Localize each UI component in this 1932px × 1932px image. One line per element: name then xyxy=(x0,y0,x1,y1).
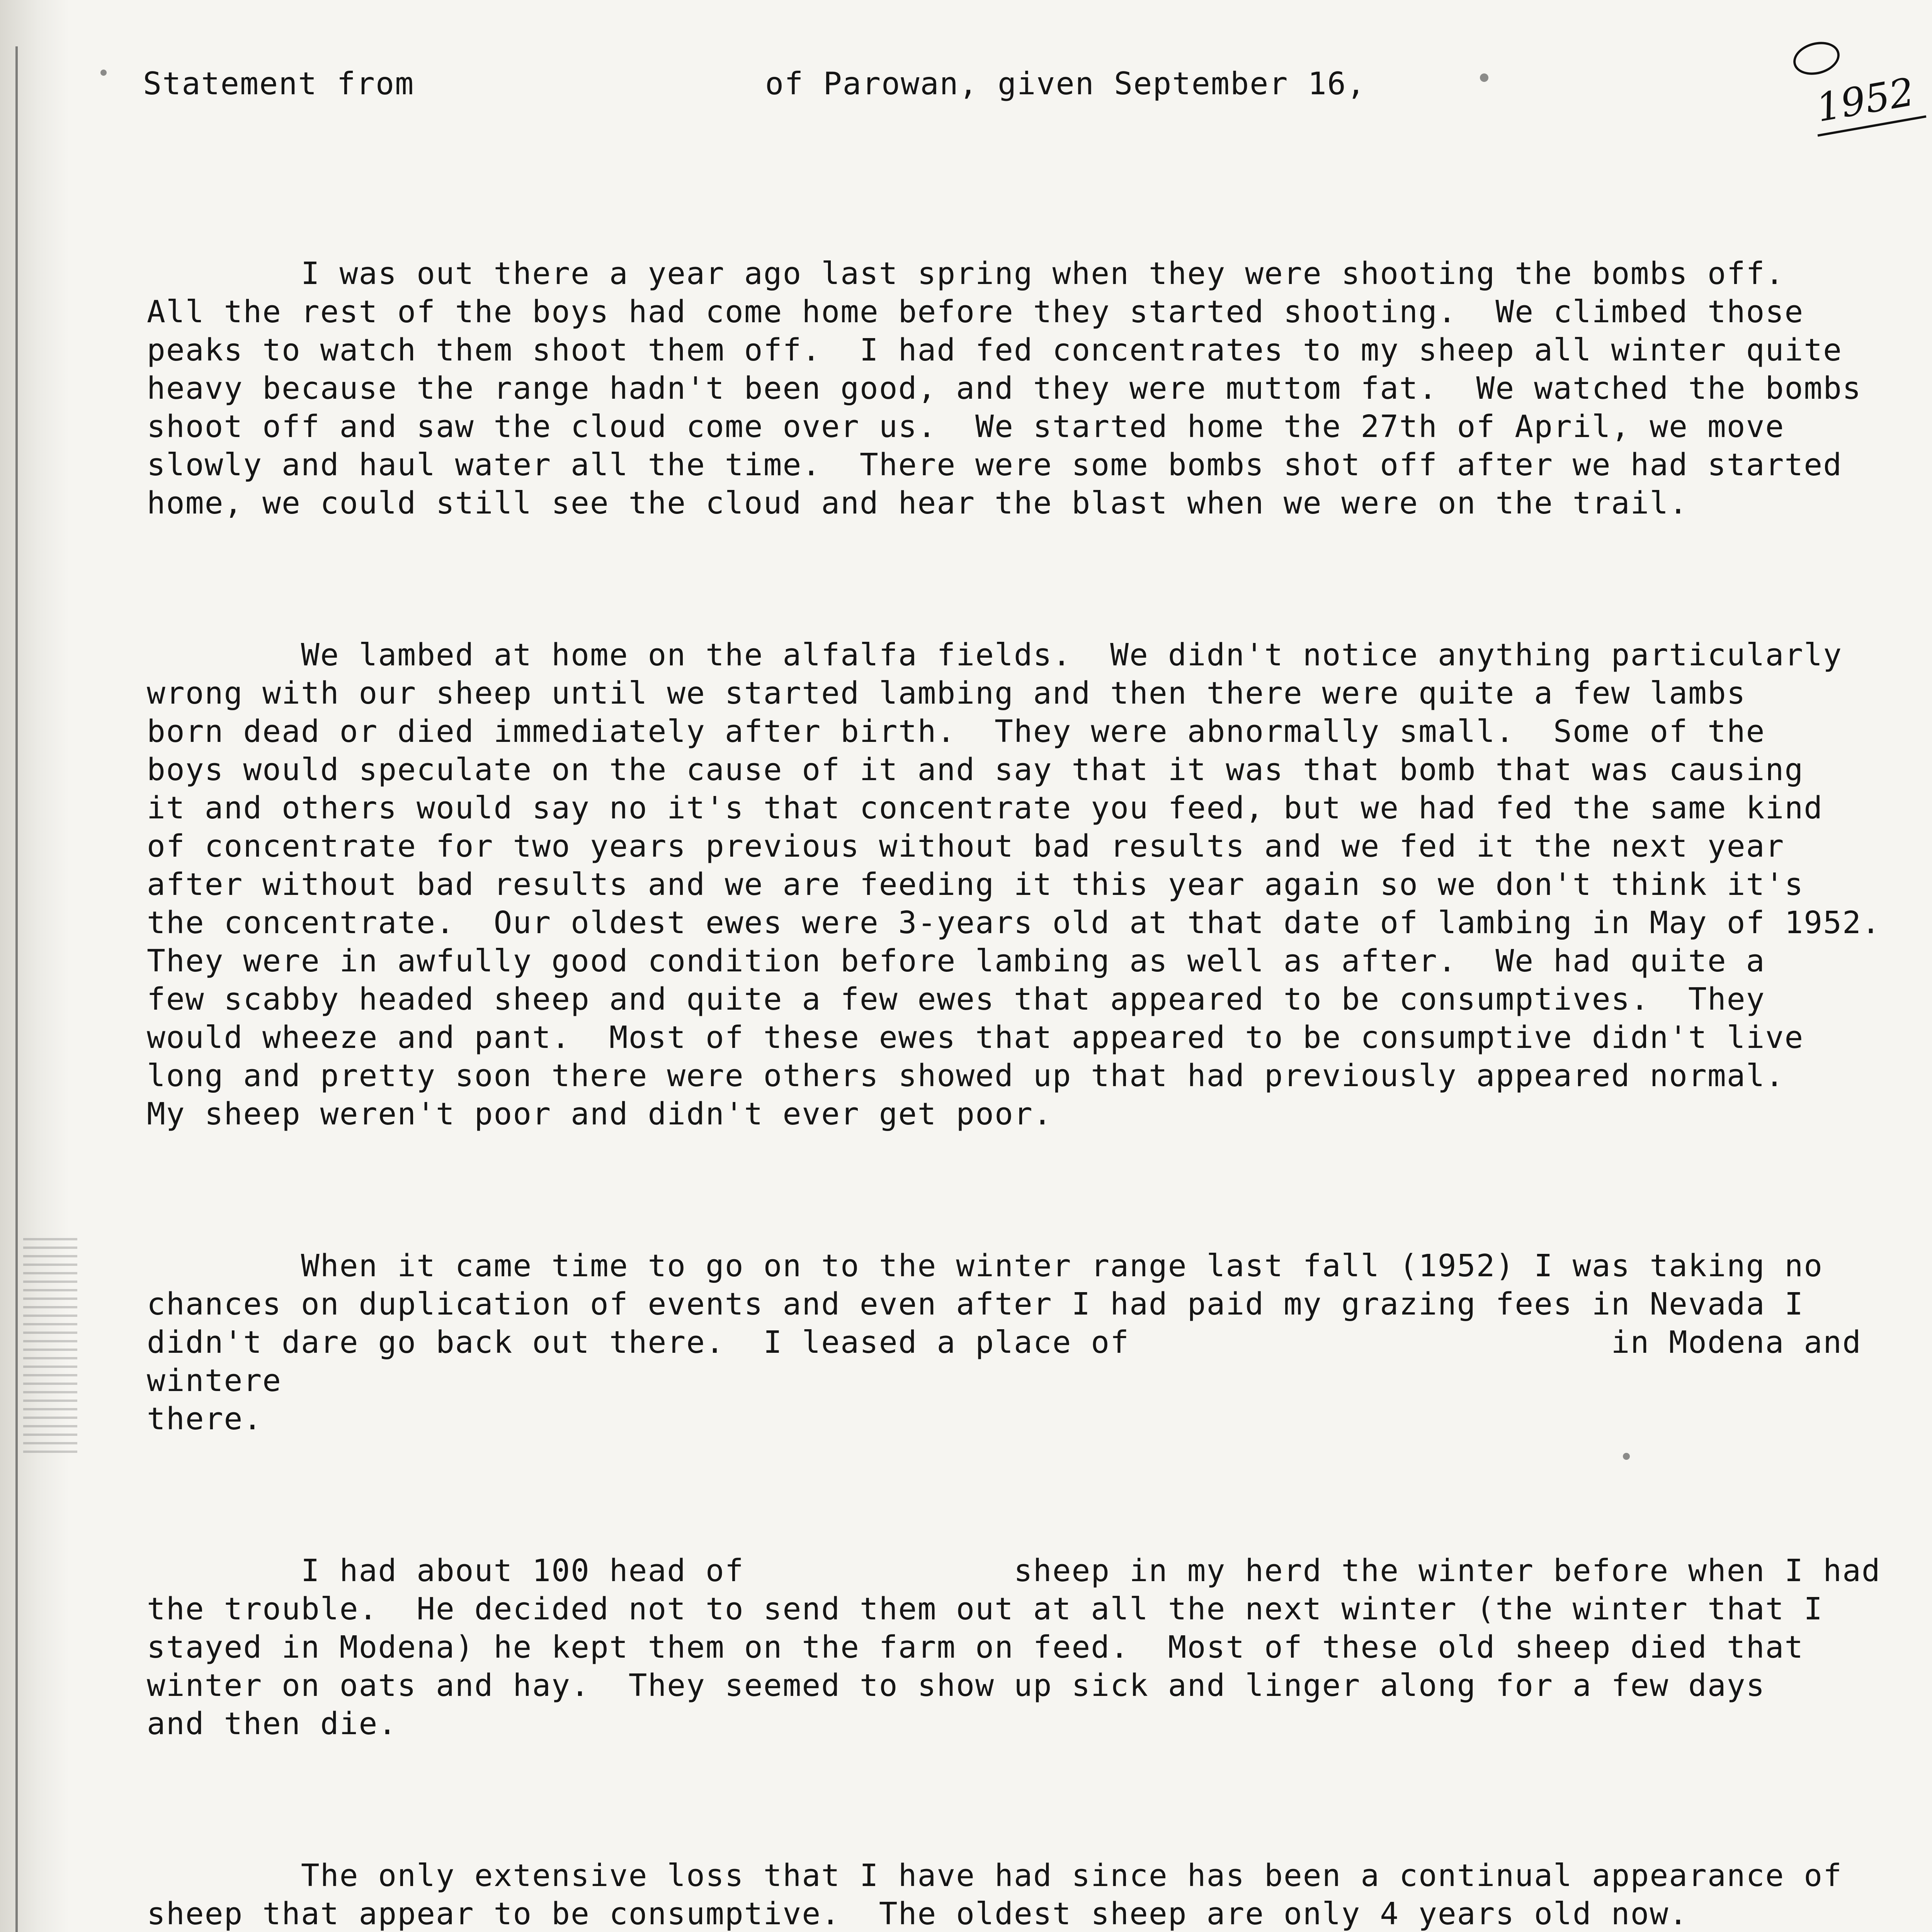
statement-from-label: Statement from xyxy=(143,66,415,102)
binding-line xyxy=(15,46,26,1932)
scan-noise xyxy=(23,1236,77,1453)
paragraph: I had about 100 head of sheep in my herd the winter before when I had the trouble. He decided not to send them out at all the next winter (the winter that I stayed in Modena) he kept them on the farm on feed. Most of these old sheep died that winter on oats and hay. They seemed to show up sick and linger along for a few days and then die. xyxy=(147,1553,1881,1742)
paragraph: When it came time to go on to the winter range last fall (1952) I was taking no chances on duplication of events and even after I had paid my grazing fees in Nevada I didn't dare go back out there. I leased a place of in Modena and wintere there. xyxy=(147,1248,1862,1437)
scan-left-edge xyxy=(0,0,70,1932)
paragraph: I was out there a year ago last spring when they were shooting the bombs off. All the rest of the boys had come home before they started shooting. We climbed those peaks to watch them shoot them off. I had fed concentrates to my sheep all winter quite heavy because the range hadn't been good, and they were muttom fat. We watched the bombs shoot off and saw the cloud come over us. We started home the 27th of April, we move slowly and haul water all the time. There were some bombs shot off after we had started home, we could still see the cloud and hear the blast when we were on the trail. xyxy=(147,255,1862,521)
scan-speck xyxy=(100,70,107,76)
statement-body xyxy=(147,178,1932,1932)
place-and-date: of Parowan, given September 16, xyxy=(765,66,1366,102)
handwritten-year: 1952 xyxy=(1813,69,1918,131)
paragraph: We lambed at home on the alfalfa fields. We didn't notice anything particularly wrong with our sheep until we started lambing and then there were quite a few lambs born dead or died immediately after birth. They were abnormally small. Some of the boys would speculate on the cause of it and say that it was that bomb that was causing it and others would say no it's that concentrate you feed, but we had fed the same kind of concentrate for two years previous without bad results and we fed it the next year after without bad results and we are feeding it this year again so we don't think it's the concentrate. Our oldest ewes were 3-years old at that date of lambing in May of 1952. They were in awfully good condition before lambing as well as after. We had quite a few scabby headed sheep and quite a few ewes that appeared to be consumptives. They would wheeze and pant. Most of these ewes that appeared to be consumptive didn't live long and pretty soon there were others showed up that had previously appeared normal. My sheep weren't poor and didn't ever get poor. xyxy=(147,637,1881,1132)
paragraph: The only extensive loss that I have had since has been a continual appearance of sheep that appear to be consumptive. The oldest sheep are only 4 years old now. xyxy=(147,1857,1842,1932)
statement-header xyxy=(143,66,1843,112)
